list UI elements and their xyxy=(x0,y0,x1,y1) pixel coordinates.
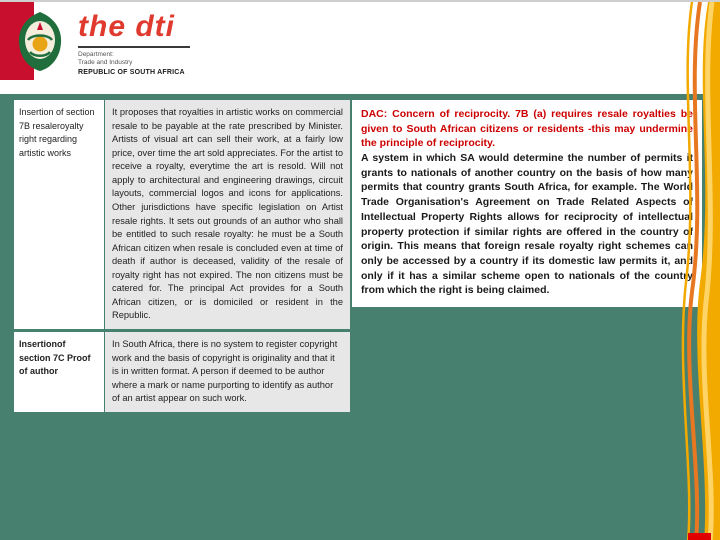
dac-concern-text: DAC: Concern of reciprocity. 7B (a) requires resale royalties be given to South African citizens or residents -this may undermine the principle of reciprocity. xyxy=(361,108,693,150)
slide-body xyxy=(0,94,720,540)
slide-number-marker xyxy=(688,533,711,540)
dti-logo xyxy=(78,10,190,76)
dac-note-panel xyxy=(352,100,702,307)
table-row xyxy=(14,332,350,412)
country-line: REPUBLIC OF SOUTH AFRICA xyxy=(78,69,185,77)
dept-line1: Department: xyxy=(78,51,114,58)
sections-table xyxy=(14,100,350,415)
dti-logo-text: the dti xyxy=(78,10,175,43)
coat-of-arms-icon xyxy=(14,10,66,72)
row-body-7b: It proposes that royalties in artistic works on commercial resale to be payable at the rate prescribed by Minister. Artists of visual art can sell their work, at a fairly low price, over time the art sold appreciates. For the artist to receive a royalty, everytime the art is resold. Will not apply to architectural and engineering drawings, circuit layouts, commercial logos and icons for applications. Other jurisdictions have specific legislation on Artist resale rights. It sets out grounds of an author who shall be entitled to such resale royalty: he must be a South African citizen when resale is concluded even at time of death if author is deceased, validity of the resale of royalty right has not expired. The non citizens must be catered for. The principal Act provides for a South African citizen, or is domiciled or resident in the Republic. xyxy=(105,100,350,329)
row-body-7c: In South Africa, there is no system to register copyright work and the basis of copyright is originality and that it is in written format. A person if deemed to be author where a mark or name purporting to identify as author of an artist appear on such work. xyxy=(105,332,350,412)
table-row xyxy=(14,100,350,329)
logo-rule xyxy=(78,46,190,48)
row-heading-7b: Insertion of section 7B resaleroyalty right regarding artistic works xyxy=(14,100,104,329)
row-heading-7c: Insertionof section 7C Proof of author xyxy=(14,332,104,412)
dept-line2: Trade and Industry xyxy=(78,59,133,67)
slide-header xyxy=(0,2,720,94)
reciprocity-explanation-text: A system in which SA would determine the number of permits it grants to nationals of another country on the basis of how many permits that country grants South Africa, for example. The World Trade Organisation's Agreement on Trade Related Aspects of Intellectual Property Rights allows for reciprocity of intellectual property protection if similar rights are offered in the country of origin. This means that foreign resale royalty right schemes can only be accessed by a country if its domestic law permits it, and only if it has a similar scheme open to nationals of the country from which the right is being claimed. xyxy=(361,152,693,297)
